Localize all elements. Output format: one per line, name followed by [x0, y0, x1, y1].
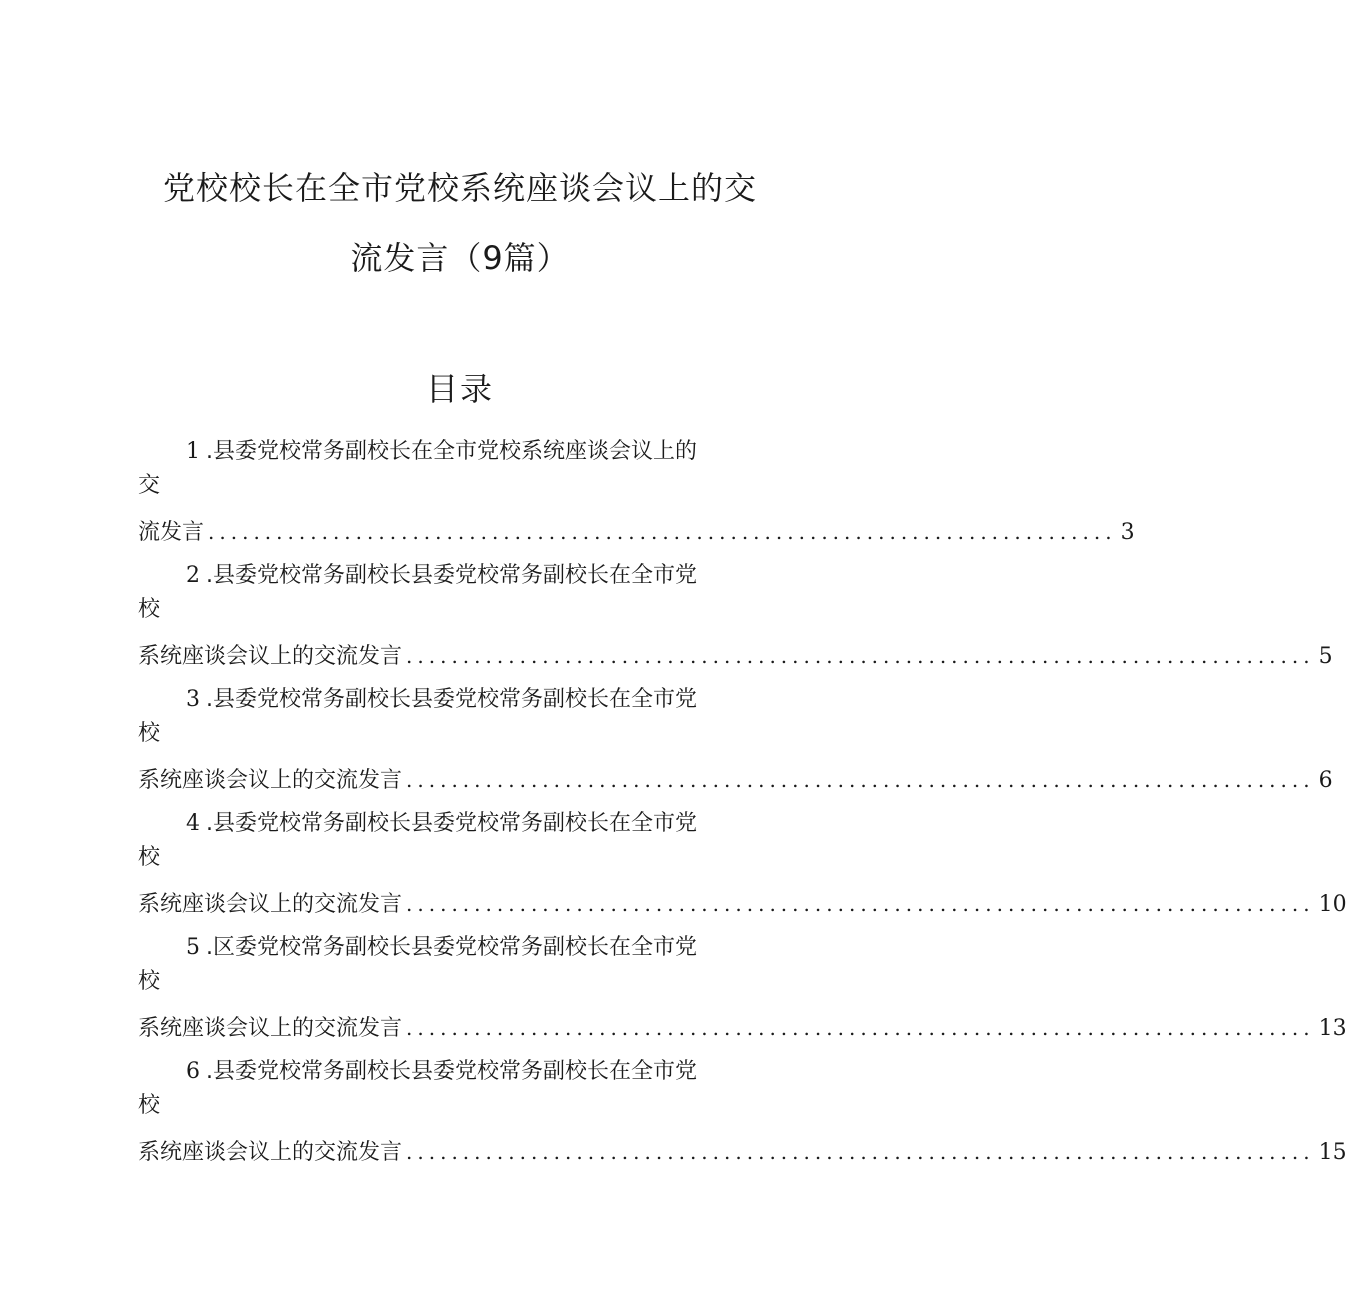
toc-entry-title: .县委党校常务副校长县委党校常务副校长在全市党	[206, 563, 697, 588]
toc-entry-title-line	[186, 565, 697, 587]
toc-entry-title-cont: 系统座谈会议上的交流发言	[138, 768, 403, 793]
toc-entry[interactable]	[138, 810, 1347, 934]
toc-entry[interactable]	[138, 686, 1333, 810]
toc-entry-title-wrap: 校	[138, 969, 161, 994]
toc-entry-page: 13	[1318, 1016, 1347, 1041]
toc-entry-title: .县委党校常务副校长县委党校常务副校长在全市党	[206, 687, 697, 712]
toc-entry-page: 3	[1120, 520, 1135, 545]
toc-entry-title-wrap: 交	[138, 473, 161, 498]
toc-entry-title: .县委党校常务副校长在全市党校系统座谈会议上的	[206, 439, 697, 464]
toc-entry-title-cont: 系统座谈会议上的交流发言	[138, 644, 403, 669]
toc-entry[interactable]	[138, 562, 1333, 686]
toc-entry-page: 15	[1318, 1140, 1347, 1165]
toc-entry-title-cont: 系统座谈会议上的交流发言	[138, 892, 403, 917]
toc-entry-leader-line	[138, 892, 1347, 917]
toc-entry-page: 6	[1318, 768, 1333, 793]
document-title-line-2: 流发言（9篇）	[350, 239, 570, 277]
toc-entry-leader-line	[138, 520, 1135, 545]
dot-leader: ................................................................................	[208, 520, 1117, 544]
dot-leader: ................................................................................	[406, 768, 1315, 792]
toc-heading: 目录	[425, 370, 494, 408]
toc-entry-number: 4	[186, 811, 200, 836]
dot-leader: ................................................................................	[406, 1016, 1315, 1040]
dot-leader: ................................................................................	[406, 892, 1315, 916]
toc-entry-leader-line	[138, 1140, 1347, 1165]
toc-entry-title: .区委党校常务副校长县委党校常务副校长在全市党	[206, 935, 697, 960]
toc-entry[interactable]	[138, 934, 1347, 1058]
toc-entry-leader-line	[138, 1016, 1347, 1041]
table-of-contents	[138, 438, 1347, 1182]
dot-leader: ................................................................................	[406, 644, 1315, 668]
toc-entry-title: .县委党校常务副校长县委党校常务副校长在全市党	[206, 811, 697, 836]
toc-entry-title-cont: 流发言	[138, 520, 205, 545]
toc-entry-title-wrap: 校	[138, 845, 161, 870]
toc-entry-page: 10	[1318, 892, 1347, 917]
toc-entry[interactable]	[138, 438, 1135, 562]
toc-entry-number: 5	[186, 935, 200, 960]
toc-entry-title-wrap: 校	[138, 1093, 161, 1118]
dot-leader: ................................................................................	[406, 1140, 1315, 1164]
toc-entry-leader-line	[138, 644, 1333, 669]
toc-entry-leader-line	[138, 768, 1333, 793]
toc-entry-title: .县委党校常务副校长县委党校常务副校长在全市党	[206, 1059, 697, 1084]
toc-entry-page: 5	[1318, 644, 1333, 669]
toc-entry-number: 3	[186, 687, 200, 712]
toc-entry-title-cont: 系统座谈会议上的交流发言	[138, 1016, 403, 1041]
document-title-line-1: 党校校长在全市党校系统座谈会议上的交	[162, 169, 757, 207]
toc-entry-title-wrap: 校	[138, 597, 161, 622]
toc-entry-title-line	[186, 1061, 697, 1083]
toc-entry-title-line	[186, 441, 697, 463]
toc-entry-number: 6	[186, 1059, 200, 1084]
toc-entry-title-wrap: 校	[138, 721, 161, 746]
toc-entry-title-line	[186, 689, 697, 711]
toc-entry-number: 1	[186, 439, 200, 464]
toc-entry-title-line	[186, 813, 697, 835]
toc-entry-title-cont: 系统座谈会议上的交流发言	[138, 1140, 403, 1165]
toc-entry[interactable]	[138, 1058, 1347, 1182]
toc-entry-number: 2	[186, 563, 200, 588]
toc-entry-title-line	[186, 937, 697, 959]
